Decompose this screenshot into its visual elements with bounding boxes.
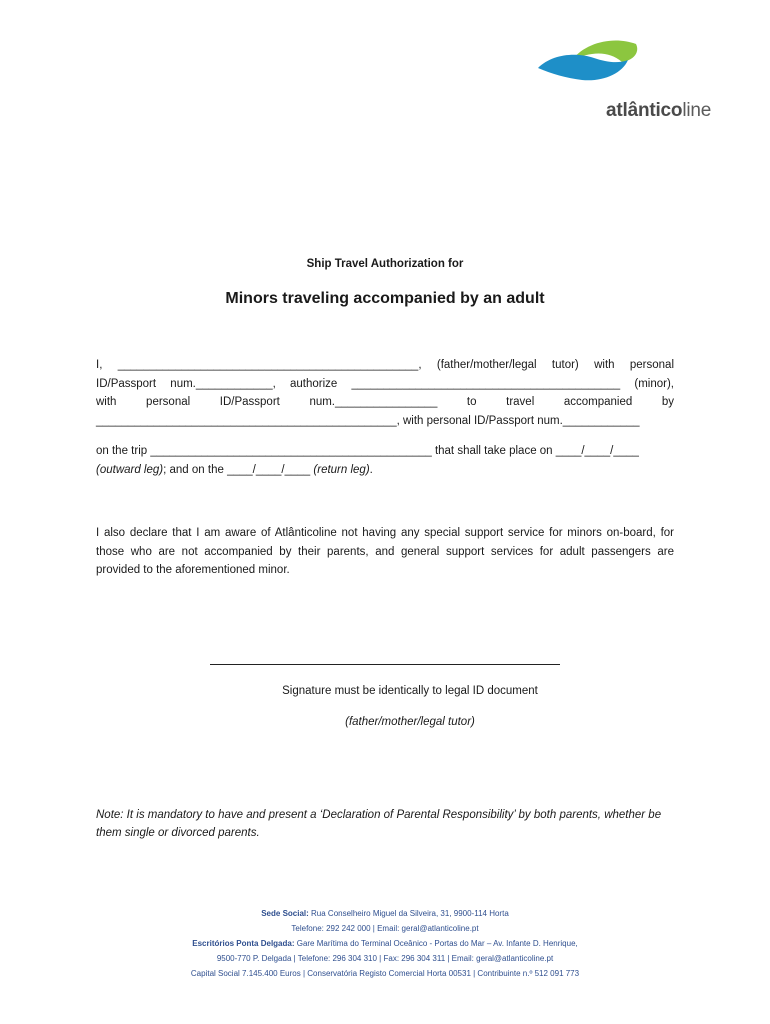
paragraph-line: on the trip ____________________________________________ that shall take place on ____/____/____ (96, 445, 639, 457)
footer-line: Capital Social 7.145.400 Euros | Conservatória Registo Comercial Horta 00531 | Contribuinte n.º 512 091 773 (190, 969, 580, 978)
signature-line[interactable] (210, 664, 560, 665)
wave-logo-icon (536, 38, 640, 90)
document-title: Minors traveling accompanied by an adult (225, 290, 545, 307)
paragraph-line: I, _______________________________________________, (father/mother/legal tutor) with personal (96, 359, 674, 371)
signature-caption: Signature must be identically to legal ID document (282, 685, 538, 697)
footer-line: Sede Social: Rua Conselheiro Miguel da Silveira, 31, 9900-114 Horta (261, 909, 509, 918)
paragraph-line: provided to the aforementioned minor. (96, 564, 290, 576)
footer-line: Telefone: 292 242 000 | Email: geral@atlanticoline.pt (291, 924, 479, 933)
logo-wordmark: atlânticoline (606, 100, 712, 121)
atlanticoline-logo (536, 38, 712, 121)
paragraph-line: ID/Passport num.____________, authorize __________________________________________ (minor), (96, 377, 674, 390)
return-leg-label: (return leg) (313, 463, 370, 476)
mandatory-note: Note: It is mandatory to have and present a ‘Declaration of Parental Responsibility’ by both parents, whether be them single or divorced parents. (96, 809, 662, 839)
company-footer (0, 906, 770, 981)
paragraph-line: (outward leg); and on the ____/____/____ (return leg). (96, 463, 373, 476)
paragraph-line: those who are not accompanied by their parents, and general support services for adult passengers are (96, 545, 674, 558)
outward-leg-label: (outward leg) (96, 463, 164, 476)
document-subtitle: Ship Travel Authorization for (306, 258, 464, 270)
signature-signer: (father/mother/legal tutor) (345, 716, 475, 728)
authorization-paragraph (96, 356, 674, 430)
paragraph-line: with personal ID/Passport num.________________ to travel accompanied by (96, 396, 674, 408)
paragraph-line: I also declare that I am aware of Atlânticoline not having any special support service for minors on-board, for (96, 527, 674, 539)
paragraph-line: _______________________________________________, with personal ID/Passport num.____________ (96, 414, 640, 427)
footer-line: Escritórios Ponta Delgada: Gare Marítima do Terminal Oceânico - Portas do Mar – Av. Infante D. Henrique, (192, 939, 578, 948)
trip-paragraph (96, 442, 674, 479)
declaration-paragraph (96, 524, 674, 580)
footer-line: 9500-770 P. Delgada | Telefone: 296 304 310 | Fax: 296 304 311 | Email: geral@atlanticoline.pt (216, 954, 554, 963)
